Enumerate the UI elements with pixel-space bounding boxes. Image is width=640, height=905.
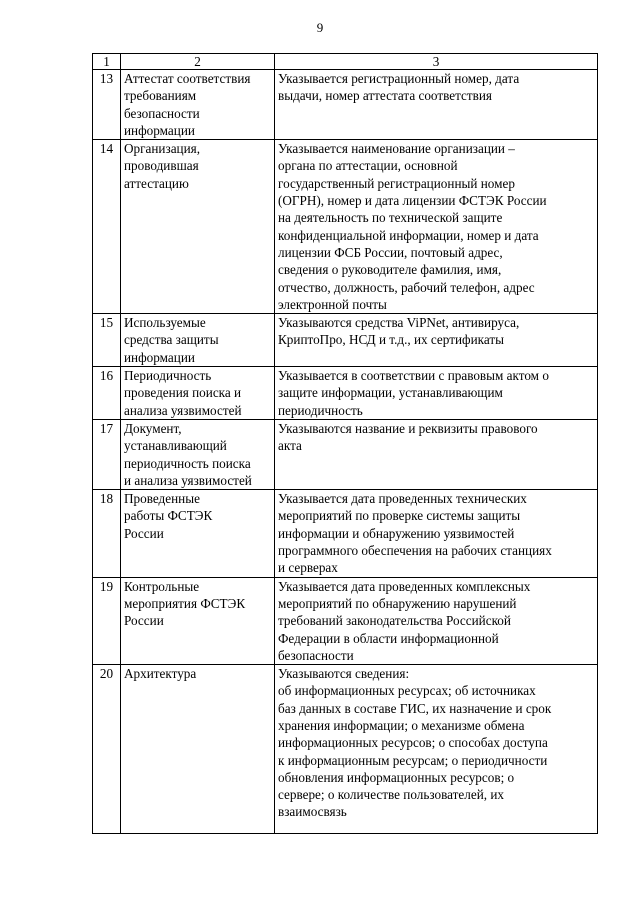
table-row [93, 367, 598, 420]
header-col-1: 1 [93, 54, 121, 70]
row-field-description: Указываются средства ViPNet, антивируса, КриптоПро, НСД и т.д., их сертификаты [275, 314, 598, 367]
row-field-name: Документ, устанавливающий периодичность поиска и анализа уязвимостей [121, 419, 275, 489]
row-number: 19 [93, 577, 121, 664]
table-row [93, 140, 598, 314]
header-col-3: 3 [275, 54, 598, 70]
header-col-2: 2 [121, 54, 275, 70]
row-field-name: Периодичность проведения поиска и анализа уязвимостей [121, 367, 275, 420]
row-number: 15 [93, 314, 121, 367]
page-number: 9 [316, 20, 324, 35]
row-number: 20 [93, 665, 121, 834]
info-table [92, 53, 598, 834]
row-field-name: Аттестат соответствия требованиям безопасности информации [121, 70, 275, 140]
table-row [93, 70, 598, 140]
table-row [93, 314, 598, 367]
row-field-description: Указываются сведения: об информационных ресурсах; об источниках баз данных в составе ГИС, их назначение и срок хранения информации; о механизме обмена информационных ресурсов; о способах доступа к информационным ресурсам; о периодичности обновления информационных ресурсов; о сервере; о количестве пользователей, их взаимосвязь [275, 665, 598, 834]
row-field-description: Указывается наименование организации – органа по аттестации, основной государственный регистрационный номер (ОГРН), номер и дата лицензии ФСТЭК России на деятельность по технической защите конфиденциальной информации, номер и дата лицензии ФСБ России, почтовый адрес, сведения о руководителе фамилия, имя, отчество, должность, рабочий телефон, адрес электронной почты [275, 140, 598, 314]
row-number: 16 [93, 367, 121, 420]
table-row [93, 665, 598, 834]
row-number: 18 [93, 490, 121, 577]
row-field-description: Указывается регистрационный номер, дата выдачи, номер аттестата соответствия [275, 70, 598, 140]
row-field-name: Контрольные мероприятия ФСТЭК России [121, 577, 275, 664]
row-field-description: Указывается дата проведенных комплексных мероприятий по обнаружению нарушений требований законодательства Российской Федерации в области информационной безопасности [275, 577, 598, 664]
row-field-name: Архитектура [121, 665, 275, 834]
row-field-name: Проведенные работы ФСТЭК России [121, 490, 275, 577]
row-field-name: Используемые средства защиты информации [121, 314, 275, 367]
row-number: 17 [93, 419, 121, 489]
row-field-description: Указываются название и реквизиты правового акта [275, 419, 598, 489]
table-row [93, 419, 598, 489]
row-number: 13 [93, 70, 121, 140]
table-header-row [93, 54, 598, 70]
row-number: 14 [93, 140, 121, 314]
table-row [93, 577, 598, 664]
row-field-description: Указывается в соответствии с правовым актом о защите информации, устанавливающим периодичность [275, 367, 598, 420]
table-row [93, 490, 598, 577]
row-field-description: Указывается дата проведенных технических мероприятий по проверке системы защиты информации и обнаружению уязвимостей программного обеспечения на рабочих станциях и серверах [275, 490, 598, 577]
row-field-name: Организация, проводившая аттестацию [121, 140, 275, 314]
